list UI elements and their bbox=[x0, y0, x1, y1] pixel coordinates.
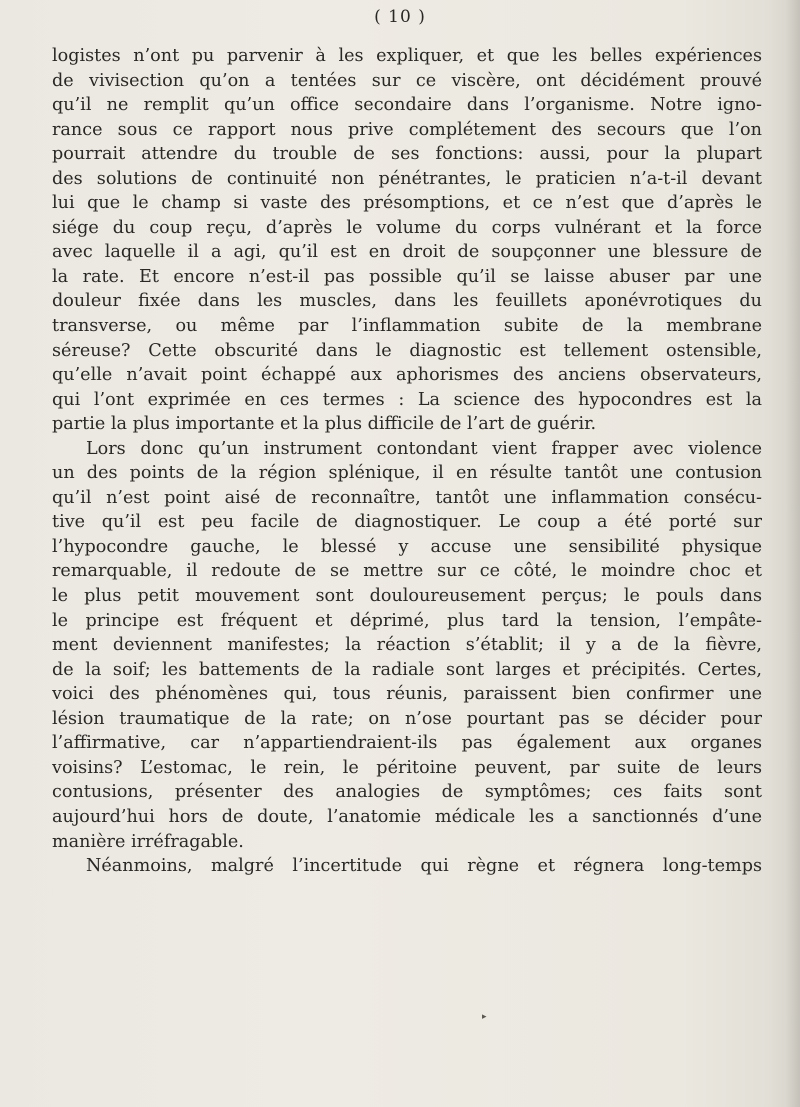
text-line: qu’il ne remplit qu’un office secondaire dans l’organisme. Notre igno- bbox=[52, 95, 762, 116]
text-line: manière irréfragable. bbox=[52, 831, 244, 852]
paragraph-start-line: Néanmoins, malgré l’incertitude qui règne et régnera long-temps bbox=[86, 856, 762, 877]
text-line: de vivisection qu’on a tentées sur ce viscère, ont décidément prouvé bbox=[52, 70, 762, 91]
text-line: un des points de la région splénique, il en résulte tantôt une contusion bbox=[52, 463, 762, 484]
text-line: le plus petit mouvement sont douloureusement perçus; le pouls dans bbox=[52, 586, 762, 607]
paragraph-start-line: Lors donc qu’un instrument contondant vient frapper avec violence bbox=[86, 438, 762, 459]
text-line: transverse, ou même par l’inflammation subite de la membrane bbox=[52, 316, 762, 337]
text-line: lui que le champ si vaste des présomptions, et ce n’est que d’après le bbox=[52, 193, 762, 214]
text-line: contusions, présenter des analogies de symptômes; ces faits sont bbox=[52, 782, 762, 803]
text-line: voici des phénomènes qui, tous réunis, paraissent bien confirmer une bbox=[52, 684, 762, 705]
text-line: rance sous ce rapport nous prive complétement des secours que l’on bbox=[52, 119, 762, 140]
text-line: ment deviennent manifestes; la réaction s’établit; il y a de la fièvre, bbox=[52, 635, 762, 656]
text-line: l’affirmative, car n’appartiendraient-ils pas également aux organes bbox=[52, 733, 762, 754]
page-number: ( 10 ) bbox=[374, 7, 426, 27]
page-edge-shadow bbox=[786, 0, 800, 1107]
text-line: voisins? L’estomac, le rein, le péritoine peuvent, par suite de leurs bbox=[52, 757, 762, 778]
text-line: logistes n’ont pu parvenir à les expliquer, et que les belles expériences bbox=[52, 46, 762, 66]
text-line: douleur fixée dans les muscles, dans les feuillets aponévrotiques du bbox=[52, 291, 762, 312]
body-text bbox=[52, 44, 762, 879]
text-line: qui l’ont exprimée en ces termes : La science des hypocondres est la bbox=[52, 389, 762, 410]
text-line: la rate. Et encore n’est-il pas possible qu’il se laisse abuser par une bbox=[52, 266, 762, 287]
text-line: l’hypocondre gauche, le blessé y accuse une sensibilité physique bbox=[52, 536, 762, 557]
text-line: tive qu’il est peu facile de diagnostiquer. Le coup a été porté sur bbox=[52, 512, 762, 533]
text-line: avec laquelle il a agi, qu’il est en droit de soupçonner une blessure de bbox=[52, 242, 762, 263]
text-line: partie la plus importante et la plus difficile de l’art de guérir. bbox=[52, 414, 597, 435]
text-line: qu’elle n’avait point échappé aux aphorismes des anciens observateurs, bbox=[52, 365, 762, 386]
text-line: aujourd’hui hors de doute, l’anatomie médicale les a sanctionnés d’une bbox=[52, 806, 762, 827]
text-line: des solutions de continuité non pénétrantes, le praticien n’a-t-il devant bbox=[52, 168, 762, 189]
text-line: le principe est fréquent et déprimé, plus tard la tension, l’empâte- bbox=[52, 610, 762, 631]
text-line: siége du coup reçu, d’après le volume du corps vulnérant et la force bbox=[52, 217, 762, 238]
text-line: qu’il n’est point aisé de reconnaître, tantôt une inflammation consécu- bbox=[52, 487, 762, 508]
printer-mark: ▸ bbox=[482, 1012, 487, 1022]
text-line: séreuse? Cette obscurité dans le diagnostic est tellement ostensible, bbox=[52, 340, 762, 361]
text-line: de la soif; les battements de la radiale sont larges et précipités. Certes, bbox=[52, 659, 762, 680]
text-line: pourrait attendre du trouble de ses fonctions: aussi, pour la plupart bbox=[52, 144, 762, 165]
text-line: lésion traumatique de la rate; on n’ose pourtant pas se décider pour bbox=[52, 708, 762, 729]
text-line: remarquable, il redoute de se mettre sur ce côté, le moindre choc et bbox=[52, 561, 762, 582]
